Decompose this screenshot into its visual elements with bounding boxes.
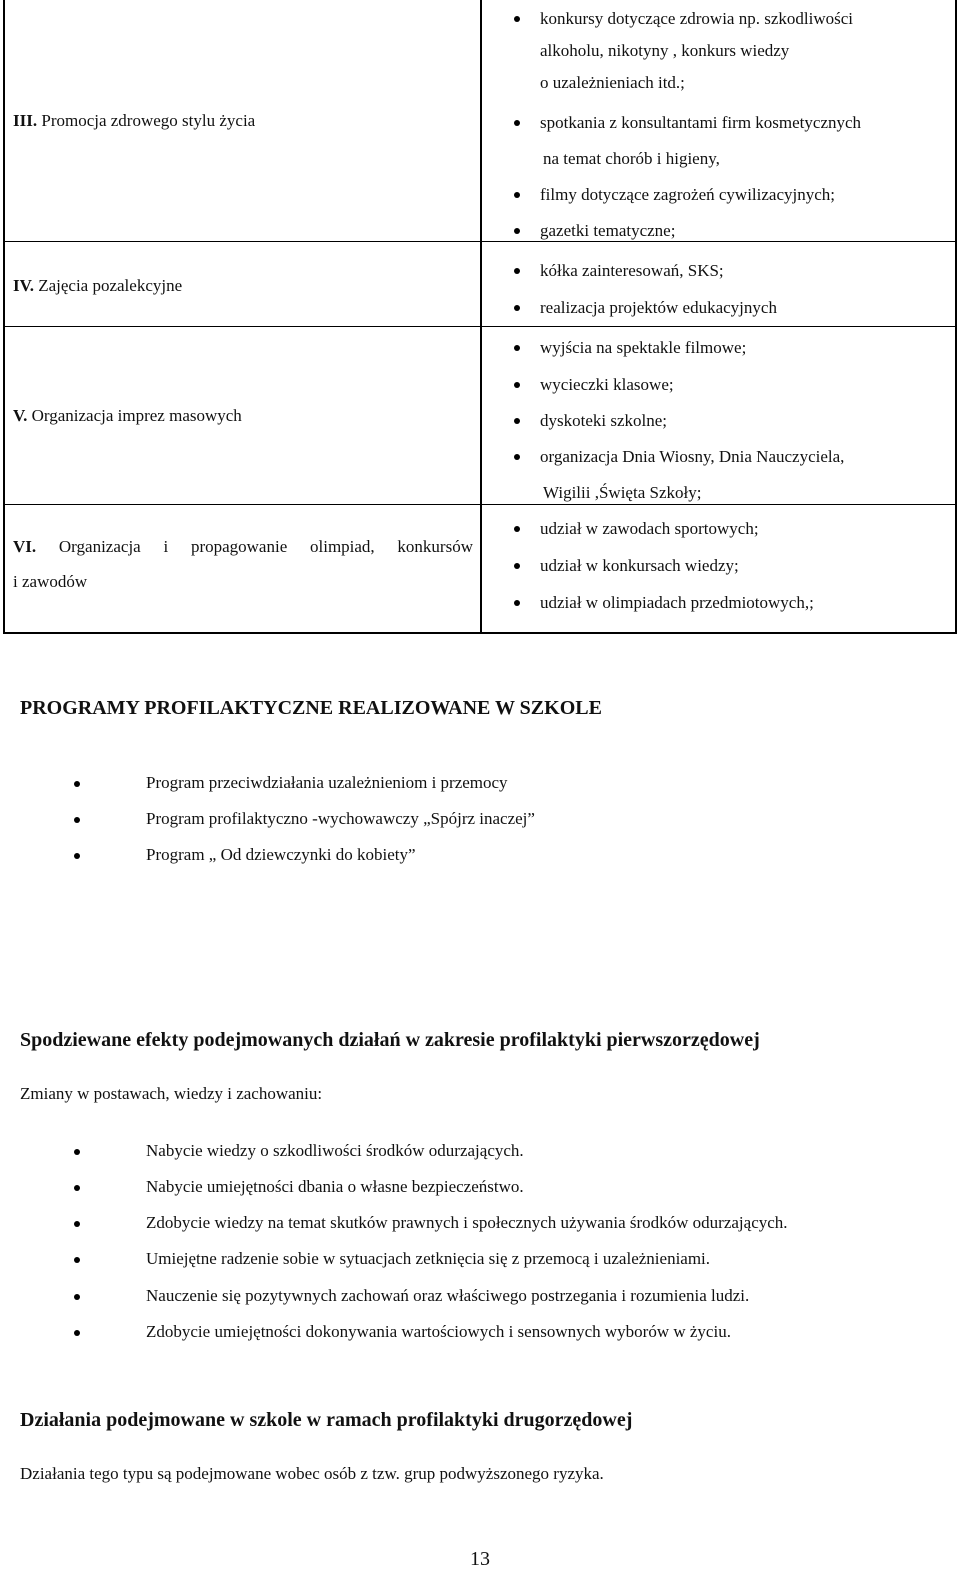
list-item: organizacja Dnia Wiosny, Dnia Nauczyciela,	[540, 447, 845, 466]
row-label-iv: IV. Zajęcia pozalekcyjne	[13, 276, 183, 295]
effect-item: Umiejętne radzenie sobie w sytuacjach zetknięcia się z przemocą i uzależnieniami.	[146, 1249, 711, 1268]
list-item: udział w konkursach wiedzy;	[540, 556, 739, 575]
list-item: udział w olimpiadach przedmiotowych,;	[540, 593, 814, 612]
activities-table	[3, 0, 957, 634]
list-item: o uzależnieniach itd.;	[540, 73, 685, 92]
list-item: wyjścia na spektakle filmowe;	[540, 338, 747, 357]
row-label-vi: VI. Organizacja i propagowanie olimpiad, konkursów	[13, 537, 473, 556]
effect-item: Zdobycie wiedzy na temat skutków prawnych i społecznych używania środków odurzających.	[146, 1213, 788, 1232]
row-divider	[5, 326, 955, 327]
list-item: spotkania z konsultantami firm kosmetycznych	[540, 113, 862, 132]
effect-item: Nauczenie się pozytywnych zachowań oraz właściwego postrzegania i rozumienia ludzi.	[146, 1286, 750, 1305]
list-item: kółka zainteresowań, SKS;	[540, 261, 724, 280]
list-item: konkursy dotyczące zdrowia np. szkodliwości	[540, 9, 853, 28]
effect-item: Nabycie umiejętności dbania o własne bezpieczeństwo.	[146, 1177, 524, 1196]
list-item: Wigilii ,Święta Szkoły;	[543, 483, 702, 502]
list-item: dyskoteki szkolne;	[540, 411, 668, 430]
row-divider	[5, 241, 955, 242]
column-divider	[480, 0, 482, 632]
list-item: wycieczki klasowe;	[540, 375, 674, 394]
program-item: Program profilaktyczno -wychowawczy „Spójrz inaczej”	[146, 809, 535, 828]
effect-item: Zdobycie umiejętności dokonywania wartościowych i sensownych wyborów w życiu.	[146, 1322, 731, 1341]
list-item: alkoholu, nikotyny , konkurs wiedzy	[540, 41, 790, 60]
row-label-iii: III. Promocja zdrowego stylu życia	[13, 111, 256, 130]
row-label-v: V. Organizacja imprez masowych	[13, 406, 242, 425]
secondary-heading: Działania podejmowane w szkole w ramach profilaktyki drugorzędowej	[20, 1409, 633, 1431]
list-item: na temat chorób i higieny,	[543, 149, 720, 168]
effects-heading: Spodziewane efekty podejmowanych działań w zakresie profilaktyki pierwszorzędowej	[20, 1029, 760, 1051]
program-item: Program przeciwdziałania uzależnieniom i przemocy	[146, 773, 508, 792]
effect-item: Nabycie wiedzy o szkodliwości środków odurzających.	[146, 1141, 524, 1160]
list-item: realizacja projektów edukacyjnych	[540, 298, 777, 317]
row-divider	[5, 504, 955, 505]
list-item: gazetki tematyczne;	[540, 221, 676, 240]
row-label-vi-cont: i zawodów	[13, 572, 88, 591]
secondary-text: Działania tego typu są podejmowane wobec osób z tzw. grup podwyższonego ryzyka.	[20, 1464, 604, 1483]
programs-heading: PROGRAMY PROFILAKTYCZNE REALIZOWANE W SZKOLE	[20, 697, 602, 719]
list-item: udział w zawodach sportowych;	[540, 519, 759, 538]
page-number: 13	[470, 1548, 490, 1570]
list-item: filmy dotyczące zagrożeń cywilizacyjnych;	[540, 185, 835, 204]
effects-intro: Zmiany w postawach, wiedzy i zachowaniu:	[20, 1084, 323, 1103]
program-item: Program „ Od dziewczynki do kobiety”	[146, 845, 416, 864]
